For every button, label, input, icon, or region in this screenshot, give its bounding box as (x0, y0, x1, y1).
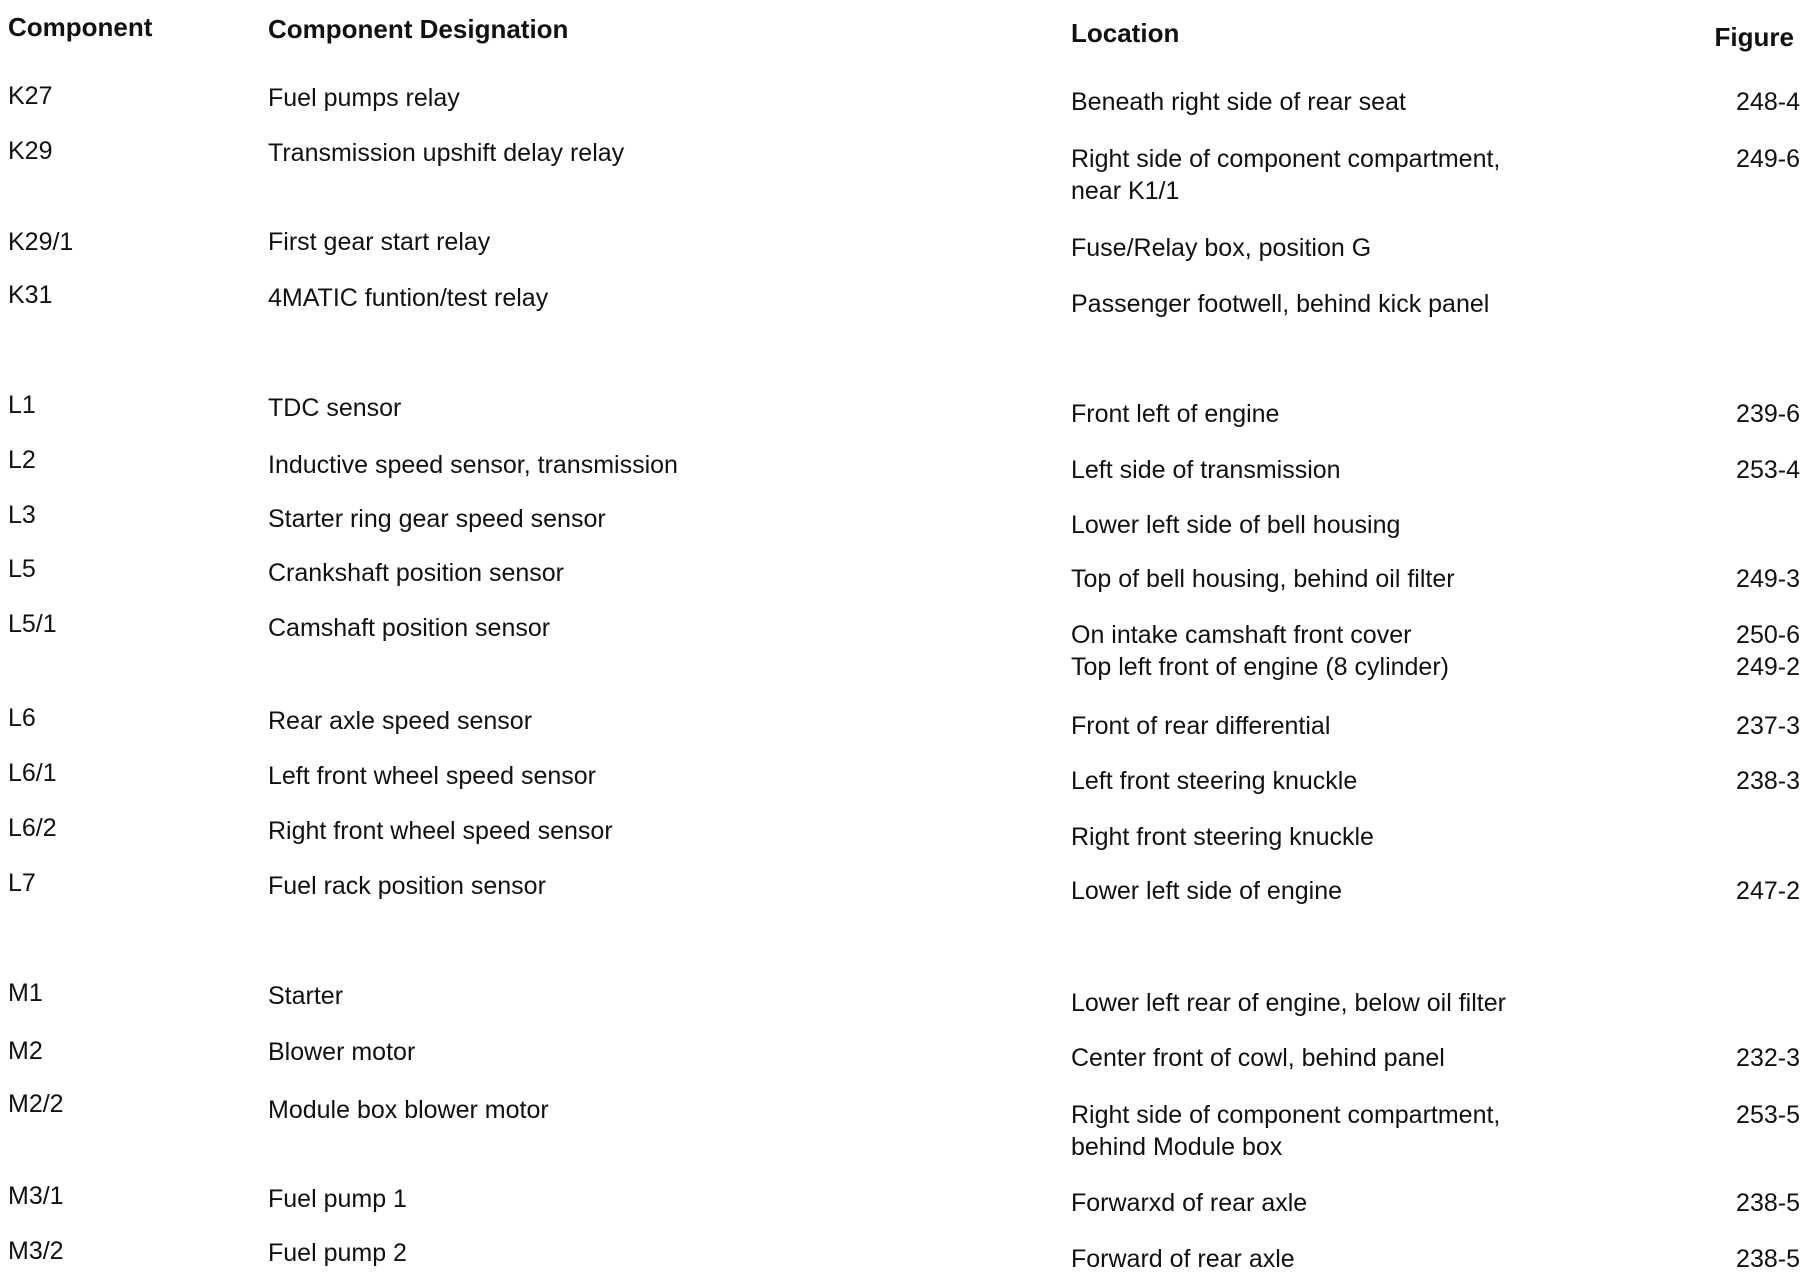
figure-ref: 239-6 (1736, 400, 1800, 428)
component-location: On intake camshaft front cover Top left front of engine (8 cylinder) (1071, 621, 1449, 681)
component-designation: Starter (268, 982, 344, 1010)
component-location: Front of rear differential (1071, 712, 1331, 740)
component-id: L6/1 (8, 759, 57, 787)
component-location: Forwarxd of rear axle (1071, 1189, 1308, 1217)
component-designation: Fuel rack position sensor (268, 872, 546, 900)
component-location: Right front steering knuckle (1071, 823, 1374, 851)
component-id: L2 (8, 446, 36, 474)
component-location: Left side of transmission (1071, 456, 1341, 484)
component-location: Passenger footwell, behind kick panel (1071, 290, 1490, 318)
component-designation: Transmission upshift delay relay (268, 139, 625, 167)
figure-ref: 237-3 (1736, 712, 1800, 740)
component-designation: TDC sensor (268, 394, 402, 422)
component-id: K29 (8, 137, 53, 165)
component-id: L6/2 (8, 814, 57, 842)
component-location: Beneath right side of rear seat (1071, 88, 1406, 116)
header-designation: Component Designation (268, 14, 569, 44)
component-designation: Crankshaft position sensor (268, 559, 564, 587)
header-location: Location (1071, 18, 1180, 48)
component-designation: Fuel pump 2 (268, 1239, 407, 1267)
component-id: M3/1 (8, 1182, 64, 1210)
component-id: M3/2 (8, 1237, 64, 1265)
component-id: M1 (8, 979, 43, 1007)
figure-ref: 250-6 249-2 (1736, 621, 1800, 681)
component-id: M2 (8, 1037, 43, 1065)
figure-ref: 238-5 (1736, 1189, 1800, 1217)
figure-ref: 238-3 (1736, 767, 1800, 795)
figure-ref: 232-3 (1736, 1044, 1800, 1072)
component-location: Lower left side of bell housing (1071, 511, 1401, 539)
component-id: M2/2 (8, 1090, 64, 1118)
figure-ref: 253-5 (1736, 1101, 1800, 1129)
component-location: Lower left side of engine (1071, 877, 1343, 905)
component-designation: Fuel pumps relay (268, 84, 460, 112)
component-location: Right side of component compartment, behind Module box (1071, 1101, 1501, 1161)
figure-ref: 238-5 (1736, 1245, 1800, 1273)
component-designation: First gear start relay (268, 228, 491, 256)
component-designation: Right front wheel speed sensor (268, 817, 613, 845)
component-location: Fuse/Relay box, position G (1071, 234, 1372, 262)
component-designation: Module box blower motor (268, 1096, 549, 1124)
figure-ref: 253-4 (1736, 456, 1800, 484)
figure-ref: 249-6 (1736, 145, 1800, 173)
component-id: L5 (8, 555, 36, 583)
figure-ref: 249-3 (1736, 565, 1800, 593)
component-designation: Camshaft position sensor (268, 614, 551, 642)
component-designation: Rear axle speed sensor (268, 707, 533, 735)
component-designation: Blower motor (268, 1038, 416, 1066)
component-location: Lower left rear of engine, below oil filter (1071, 989, 1506, 1017)
component-id: L5/1 (8, 610, 57, 638)
component-designation: Fuel pump 1 (268, 1185, 407, 1213)
component-id: L6 (8, 704, 36, 732)
component-designation: Inductive speed sensor, transmission (268, 451, 678, 479)
component-location: Right side of component compartment, near K1/1 (1071, 145, 1501, 205)
component-designation: 4MATIC funtion/test relay (268, 284, 549, 312)
component-location: Front left of engine (1071, 400, 1280, 428)
component-location: Center front of cowl, behind panel (1071, 1044, 1445, 1072)
component-designation: Starter ring gear speed sensor (268, 505, 606, 533)
component-id: L3 (8, 501, 36, 529)
component-location: Forward of rear axle (1071, 1245, 1295, 1273)
component-id: K27 (8, 82, 53, 110)
component-id: L1 (8, 391, 36, 419)
component-location: Left front steering knuckle (1071, 767, 1358, 795)
component-id: K31 (8, 281, 53, 309)
component-location: Top of bell housing, behind oil filter (1071, 565, 1455, 593)
component-id: L7 (8, 869, 36, 897)
header-component: Component (8, 12, 153, 42)
figure-ref: 247-2 (1736, 877, 1800, 905)
figure-ref: 248-4 (1736, 88, 1800, 116)
component-designation: Left front wheel speed sensor (268, 762, 596, 790)
component-id: K29/1 (8, 228, 74, 256)
header-figure: Figure (1714, 22, 1794, 52)
